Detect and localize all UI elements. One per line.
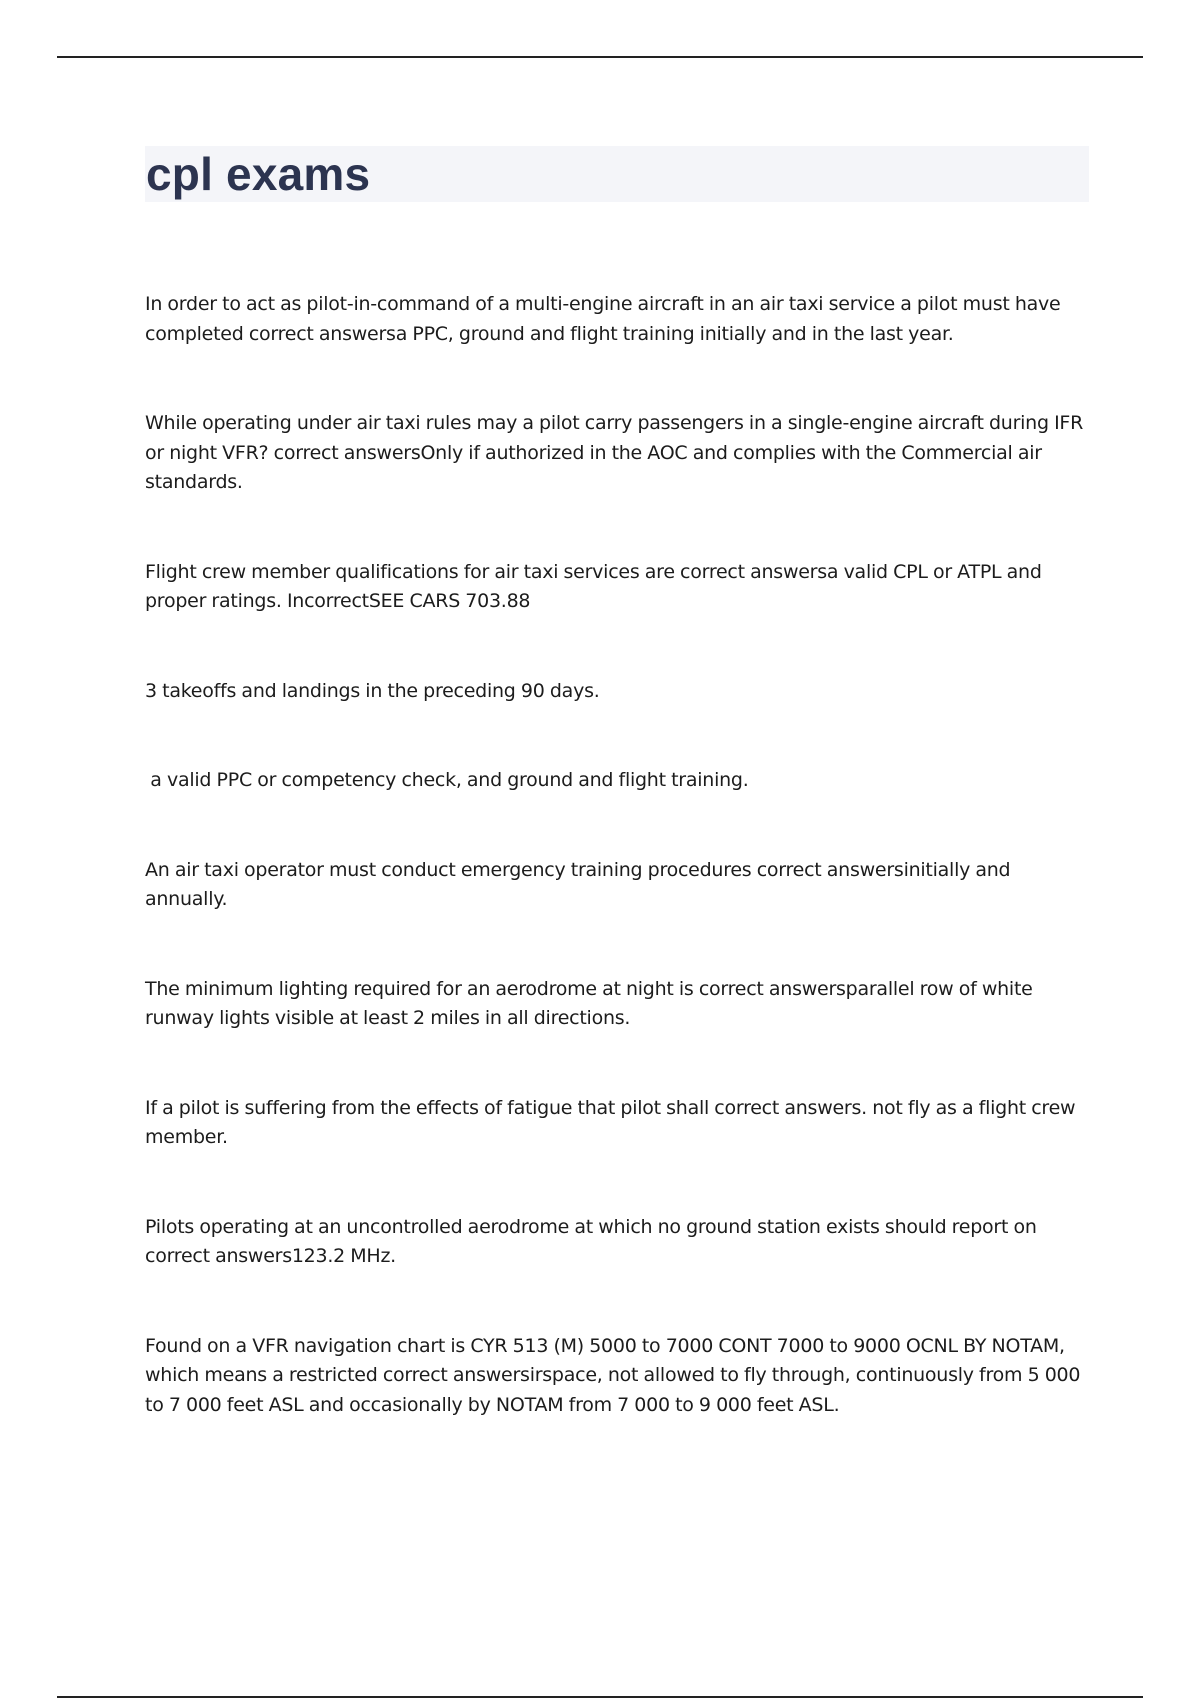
- question-uncontrolled-aerodrome: Pilots operating at an uncontrolled aerodrome at which no ground station exists should report on correct answers123.2 MHz.: [145, 1215, 1037, 1267]
- note-ppc-competency: a valid PPC or competency check, and ground and flight training.: [145, 769, 749, 791]
- page-bottom-rule: [57, 1696, 1143, 1698]
- question-aerodrome-lighting: The minimum lighting required for an aerodrome at night is correct answersparallel row of white runway lights visible at least 2 miles in all directions.: [145, 977, 1033, 1029]
- document-body: [145, 290, 1095, 1480]
- question-crew-qualifications: Flight crew member qualifications for air taxi services are correct answersa valid CPL or ATPL and proper ratings. IncorrectSEE CARS 703.88: [145, 560, 1042, 612]
- question-single-engine-passengers: While operating under air taxi rules may a pilot carry passengers in a single-engine aircraft during IFR or night VFR? correct answersOnly if authorized in the AOC and complies with the Commercial air standards.: [145, 412, 1084, 493]
- question-pic-multi-engine: In order to act as pilot-in-command of a multi-engine aircraft in an air taxi service a pilot must have completed correct answersa PPC, ground and flight training initially and in the last year.: [145, 293, 1061, 345]
- question-emergency-training: An air taxi operator must conduct emergency training procedures correct answersinitially and annually.: [145, 858, 1011, 910]
- note-takeoffs-landings: 3 takeoffs and landings in the preceding 90 days.: [145, 679, 600, 702]
- question-pilot-fatigue: If a pilot is suffering from the effects of fatigue that pilot shall correct answers. not fly as a flight crew member.: [145, 1096, 1076, 1148]
- page-top-rule: [57, 56, 1143, 58]
- question-vfr-chart-restricted: Found on a VFR navigation chart is CYR 513 (M) 5000 to 7000 CONT 7000 to 9000 OCNL BY NOTAM, which means a restricted correct answersirspace, not allowed to fly through, continuously from 5 000 to 7 000 feet ASL and occasionally by NOTAM from 7 000 to 9 000 feet ASL.: [145, 1334, 1081, 1416]
- page-title: cpl exams: [146, 148, 371, 200]
